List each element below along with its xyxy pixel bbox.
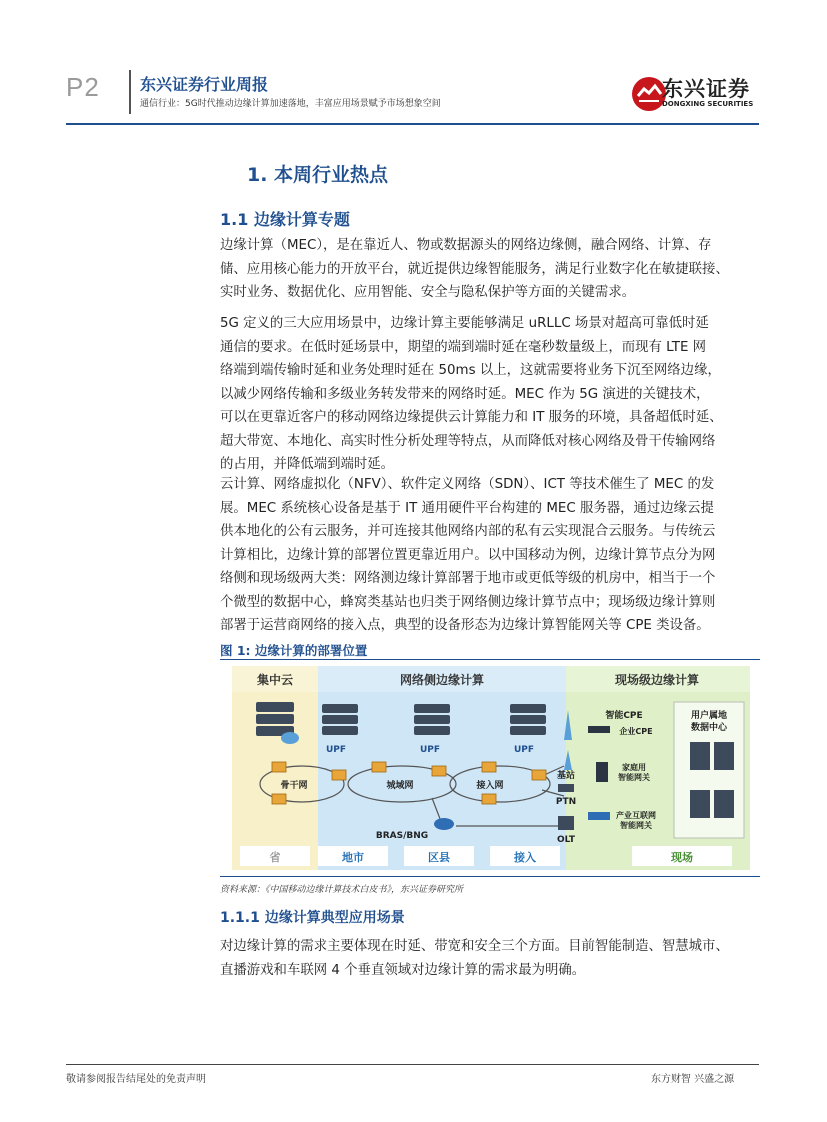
tier-label: 地市	[342, 851, 364, 864]
closing-paragraph	[220, 935, 760, 982]
header-divider	[129, 70, 131, 114]
svg-text:UPF: UPF	[513, 745, 535, 755]
figure-top-rule	[220, 659, 760, 660]
node-label: 城域网	[386, 781, 414, 791]
text-line: 的占用，并降低端到端时延。	[220, 457, 395, 472]
tier-label: 区县	[428, 851, 450, 864]
home-gateway-icon	[596, 762, 608, 782]
text-line: 通信的要求。在低时延场景中，期望的端到端时延在毫秒数量级上，而现有 LTE 网	[220, 339, 707, 355]
zone-field-label: 现场级边缘计算	[614, 673, 700, 687]
paragraph-1	[220, 234, 760, 305]
field-label: 家庭用	[622, 763, 646, 772]
tier-label: 省	[269, 851, 281, 864]
node-label: 接入网	[476, 781, 504, 791]
svg-text:UPF: UPF	[325, 745, 347, 755]
olt-icon	[558, 816, 574, 830]
figure-source: 资料来源：《中国移动边缘计算技术白皮书》，东兴证券研究所	[220, 885, 464, 895]
field-label: 用户属地	[690, 711, 728, 721]
zone-central-label: 集中云	[256, 673, 294, 687]
access-label: 基站	[556, 771, 576, 781]
field-label: 企业CPE	[619, 727, 653, 736]
text-line: 5G 定义的三大应用场景中，边缘计算主要能够满足 uRLLC 场景对超高可靠低时延	[220, 316, 709, 331]
text-line: 云计算、网络虚拟化（NFV）、软件定义网络（SDN）、ICT 等技术催生了 MEC 的发	[220, 477, 715, 492]
text-line: 可以在更靠近客户的移动网络边缘提供云计算能力和 IT 服务的环境，具备超低时延、	[220, 410, 723, 425]
logo-text-cn: 东兴证券	[662, 77, 750, 101]
text-line: 个微型的数据中心，蜂窝类基站也归类于网络侧边缘计算节点中；现场级边缘计算则	[220, 594, 716, 610]
text-line: 边缘计算（MEC），是在靠近人、物或数据源头的网络边缘侧，融合网络、计算、存	[220, 238, 712, 253]
ptn-icon	[558, 784, 574, 792]
footer-disclaimer: 敬请参阅报告结尾处的免责声明	[66, 1074, 206, 1085]
text-line: 供本地化的公有云服务，并可连接其他网络内部的私有云实现混合云服务。与传统云	[220, 524, 716, 539]
edge-deployment-diagram	[232, 666, 750, 870]
text-line: 以减少网络传输和多级业务转发带来的网络时延。MEC 作为 5G 演进的关键技术，	[220, 386, 710, 402]
subsubsection-title: 1.1.1 边缘计算典型应用场景	[220, 910, 405, 926]
svg-text:UPF: UPF	[419, 745, 441, 755]
bras-icon	[434, 818, 454, 830]
report-subtitle: 通信行业：5G时代推动边缘计算加速落地，丰富应用场景赋予市场想象空间	[140, 99, 441, 109]
access-label: PTN	[555, 797, 577, 807]
text-line: 部署于运营商网络的接入点，典型的设备形态为边缘计算智能网关等 CPE 类设备。	[220, 618, 710, 633]
access-label: OLT	[556, 835, 576, 845]
field-label: 产业互联网	[616, 811, 656, 820]
bras-label: BRAS/BNG	[375, 831, 429, 841]
logo-text-en: DONGXING SECURITIES	[662, 100, 754, 108]
report-title: 东兴证券行业周报	[140, 75, 269, 94]
text-line: 对边缘计算的需求主要体现在时延、带宽和安全三个方面。目前智能制造、智慧城市、	[220, 939, 729, 954]
text-line: 实时业务、数据优化、应用智能、安全与隐私保护等方面的关键需求。	[220, 285, 636, 300]
cpe-icon	[588, 726, 610, 733]
header-rule	[66, 123, 759, 125]
field-label: 智能网关	[620, 821, 652, 830]
zone-network-label: 网络侧边缘计算	[399, 673, 485, 687]
footer-slogan: 东方财智 兴盛之源	[651, 1074, 735, 1085]
page-number: P2	[66, 72, 100, 102]
tier-label: 现场	[671, 851, 693, 864]
text-line: 计算相比，边缘计算的部署位置更靠近用户。以中国移动为例，边缘计算节点分为网	[220, 547, 716, 563]
text-line: 络侧和现场级两大类：网络测边缘计算部署于地市或更低等级的机房中，相当于一个	[220, 571, 716, 586]
field-label: 数据中心	[690, 723, 728, 733]
section-title: 1. 本周行业热点	[247, 164, 389, 186]
text-line: 超大带宽、本地化、高实时性分析处理等特点，从而降低对核心网络及骨干传输网络	[220, 433, 716, 449]
text-line: 储、应用核心能力的开放平台，就近提供边缘智能服务，满足行业数字化在敏捷联接、	[220, 261, 729, 277]
text-line: 直播游戏和车联网 4 个垂直领域对边缘计算的需求最为明确。	[220, 962, 586, 978]
text-line: 络端到端传输时延和业务处理时延在 50ms 以上，这就需要将业务下沉至网络边缘，	[220, 363, 721, 378]
tier-label: 接入	[514, 851, 536, 864]
text-line: 展。MEC 系统核心设备是基于 IT 通用硬件平台构建的 MEC 服务器，通过边缘云提	[220, 500, 714, 516]
figure-bottom-rule	[220, 876, 760, 877]
field-label: 智能CPE	[605, 711, 643, 721]
field-label: 智能网关	[618, 773, 650, 782]
industrial-gateway-icon	[588, 812, 610, 820]
footer-rule	[66, 1064, 759, 1065]
paragraph-2	[220, 312, 760, 477]
figure-caption: 图 1: 边缘计算的部署位置	[220, 643, 368, 658]
node-label: 骨干网	[280, 781, 308, 791]
paragraph-3	[220, 473, 760, 638]
subsection-title: 1.1 边缘计算专题	[220, 210, 350, 229]
